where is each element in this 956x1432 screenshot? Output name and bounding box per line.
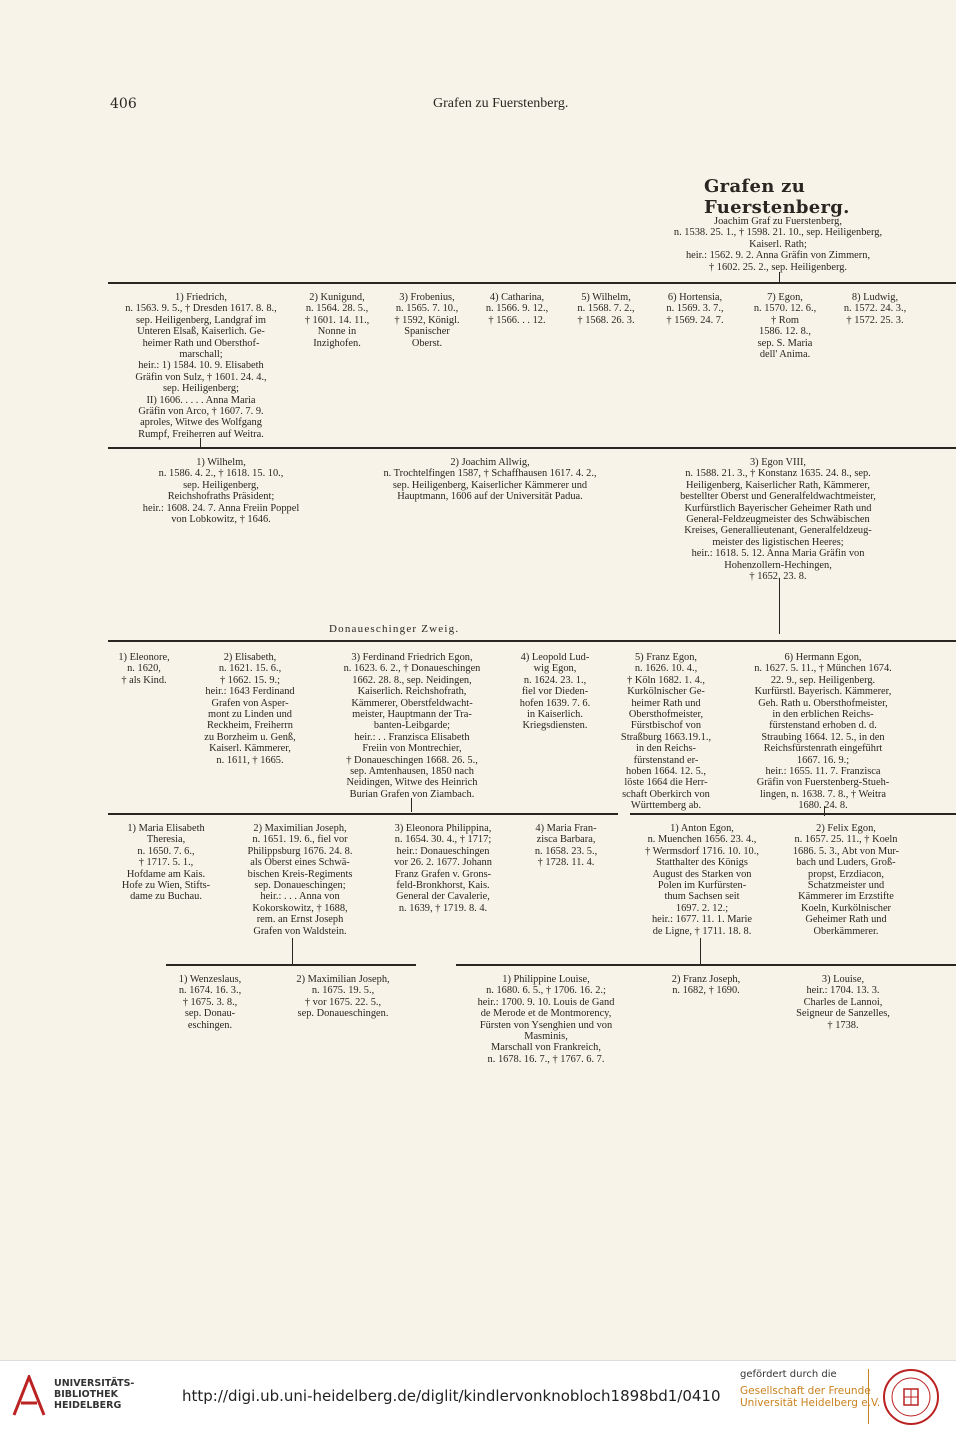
branch-label: Donaueschinger Zweig.: [329, 623, 460, 635]
generation-rule: [630, 813, 956, 815]
generation-rule: [456, 964, 956, 966]
gen2-entry-2: 2) Joachim Allwig, n. Trochtelfingen 1587, † Schaffhausen 1617. 4. 2., sep. Heiligenberg, Kaiserlicher Kämmerer und Hauptmann, 1606 auf der Universität Padua.: [383, 457, 597, 503]
gen5-entry-2: 2) Maximilian Joseph, n. 1675. 19. 5., † vor 1675. 22. 5., sep. Donaueschingen.: [296, 974, 390, 1020]
gen4-entry-5: 1) Anton Egon, n. Muenchen 1656. 23. 4., † Wermsdorf 1716. 10. 10., Statthalter des Königs August des Starken von Polen im Kurfürsten- thum Sachsen seit 1697. 2. 12.; heir.: 1677. 11. 1. Marie de Ligne, † 1711. 18. 8.: [645, 823, 759, 937]
page-number: 406: [110, 96, 137, 112]
library-name: [54, 1378, 134, 1411]
connector: [292, 938, 293, 964]
gen4-entry-3: 3) Eleonora Philippina, n. 1654. 30. 4., † 1717; heir.: Donaueschingen vor 26. 2. 1677. Johann Franz Grafen v. Grons- feld-Bronkhorst, Kais. General der Cavalerie, n. 1639, † 1719. 8. 4.: [394, 823, 492, 914]
university-seal-icon: [880, 1367, 942, 1427]
gen2-entry-3: 3) Egon VIII, n. 1588. 21. 3., † Konstanz 1635. 24. 8., sep. Heiligenberg, Kaiserlicher Rath, Kämmerer, bestellter Oberst und Generalfeldwachtmeister, Kurfürstlich Bayerischer Geheimer Rath und General-Feldzeugmeister des Schwäbischen Kreises, Generallieutenant, Generalfeldzeug- meister des ligistischen Heeres; heir.: 1618. 5. 12. Anna Maria Gräfin von Hohenzollern-Hechingen, † 1652. 23. 8.: [680, 457, 876, 583]
gen1-entry-2: 2) Kunigund, n. 1564. 28. 5., † 1601. 14. 11., Nonne in Inzighofen.: [304, 292, 370, 349]
gen1-entry-1: 1) Friedrich, n. 1563. 9. 5., † Dresden 1617. 8. 8., sep. Heiligenberg, Landgraf im Unteren Elsaß, Kaiserlich. Ge- heimer Rath und Obersthof- marschall; heir.: 1) 1584. 10. 9. Elisabeth Gräfin von Sulz, † 1601. 24. 4., sep. Heiligenberg; II) 1606. . . . . Anna Maria Gräfin von Arco, † 1607. 7. 9. aproles, Witwe des Wolfgang Rumpf, Freiherren auf Weitra.: [125, 292, 277, 440]
gen4-entry-1: 1) Maria Elisabeth Theresia, n. 1650. 7. 6., † 1717. 5. 1., Hofdame am Kais. Hofe zu Wien, Stifts- dame zu Buchau.: [121, 823, 211, 903]
gen3-entry-5: 5) Franz Egon, n. 1626. 10. 4., † Köln 1682. 1. 4., Kurkölnischer Ge- heimer Rath und Obersthofmeister, Fürstbischof von Straßburg 1663.19.1., in den Reichs- fürstenstand er- hoben 1664. 12. 5., löste 1664 die Herr- schaft Oberkirch von Württemberg ab.: [620, 652, 712, 812]
connector: [411, 798, 412, 812]
library-name-line: HEIDELBERG: [54, 1400, 122, 1411]
gen4-entry-4: 4) Maria Fran- zisca Barbara, n. 1658. 23. 5., † 1728. 11. 4.: [534, 823, 598, 869]
gen1-entry-6: 6) Hortensia, n. 1569. 3. 7., † 1569. 24. 7.: [666, 292, 724, 326]
gen3-entry-1: 1) Eleonore, n. 1620, † als Kind.: [118, 652, 170, 686]
gen3-entry-6: 6) Hermann Egon, n. 1627. 5. 11., † München 1674. 22. 9., sep. Heiligenberg. Kurfürstl. Bayerisch. Kämmerer, Geh. Rath u. Obersthofmeister, in den erblichen Reichs- fürstenstand erhoben d. d. Straubing 1664. 12. 5., in den Reichsfürstenrath eingeführt 1667. 16. 9.; heir.: 1655. 11. 7. Franzisca Gräfin von Fuerstenberg-Stueh- lingen, n. 1638. 7. 8., † Weitra 1680. 24. 8.: [754, 652, 892, 812]
generation-rule: [108, 282, 956, 284]
gen1-entry-8: 8) Ludwig, n. 1572. 24. 3., † 1572. 25. 3.: [843, 292, 907, 326]
gen3-entry-2: 2) Elisabeth, n. 1621. 15. 6., † 1662. 15. 9.; heir.: 1643 Ferdinand Grafen von Asper- mont zu Linden und Reckheim, Freiherrn zu Borzheim u. Genß, Kaiserl. Kämmerer, n. 1611, † 1665.: [204, 652, 296, 766]
generation-rule: [108, 813, 618, 815]
connector: [779, 272, 780, 282]
gen5-entry-5: 3) Louise, heir.: 1704. 13. 3. Charles de Lannoi, Seigneur de Sanzelles, † 1738.: [796, 974, 890, 1031]
sponsor-name: [740, 1385, 880, 1409]
footer-divider: [868, 1369, 869, 1424]
permalink-url[interactable]: http://digi.ub.uni-heidelberg.de/diglit/kindlervonknobloch1898bd1/0410: [182, 1387, 721, 1405]
gen5-entry-1: 1) Wenzeslaus, n. 1674. 16. 3., † 1675. 3. 8., sep. Donau- eschingen.: [178, 974, 242, 1031]
gen1-entry-7: 7) Egon, n. 1570. 12. 6., † Rom 1586. 12. 8., sep. S. Maria dell' Anima.: [753, 292, 817, 361]
gen2-entry-1: 1) Wilhelm, n. 1586. 4. 2., † 1618. 15. 10., sep. Heiligenberg, Reichshofraths Präsident; heir.: 1608. 24. 7. Anna Freiin Poppel von Lobkowitz, † 1646.: [142, 457, 300, 526]
gen4-entry-2: 2) Maximilian Joseph, n. 1651. 19. 6., fiel vor Philippsburg 1676. 24. 8. als Oberst eines Schwä- bischen Kreis-Regiments sep. Donaueschingen; heir.: . . . Anna von Kokorskowitz, † 1688, rem. an Ernst Joseph Grafen von Waldstein.: [247, 823, 353, 937]
sponsor-label: gefördert durch die: [740, 1369, 837, 1380]
gen1-entry-3: 3) Frobenius, n. 1565. 7. 10., † 1592, Königl. Spanischer Oberst.: [394, 292, 460, 349]
generation-rule: [166, 964, 416, 966]
sponsor-name-line: Gesellschaft der Freunde: [740, 1385, 871, 1397]
library-name-line: UNIVERSITÄTS-: [54, 1378, 135, 1389]
connector: [700, 938, 701, 964]
gen5-entry-4: 2) Franz Joseph, n. 1682, † 1690.: [671, 974, 741, 997]
gen3-entry-3: 3) Ferdinand Friedrich Egon, n. 1623. 6. 2., † Donaueschingen 1662. 28. 8., sep. Neidingen, Kaiserlich. Reichshofrath, Kämmerer, Oberstfeldwacht- meister, Hauptmann der Tra- banten-Leibgarde; heir.: . . Franzisca Elisabeth Freiin von Montrechier, † Donaueschingen 1668. 26. 5., sep. Amtenhausen, 1850 nach Neidingen, Witwe des Heinrich Burian Grafen von Ziambach.: [343, 652, 481, 800]
generation-rule: [108, 447, 956, 449]
generation-rule: [108, 640, 956, 642]
viewer-footer: [0, 1360, 956, 1432]
library-name-line: BIBLIOTHEK: [54, 1389, 118, 1400]
progenitor-entry: Joachim Graf zu Fuerstenberg, n. 1538. 25. 1., † 1598. 21. 10., sep. Heiligenberg, Kaiserl. Rath; heir.: 1562. 9. 2. Anna Gräfin von Zimmern, † 1602. 25. 2., sep. Heiligenberg.: [673, 216, 883, 273]
gen1-entry-5: 5) Wilhelm, n. 1568. 7. 2., † 1568. 26. 3.: [577, 292, 635, 326]
connector: [779, 578, 780, 634]
library-logo-icon: [12, 1375, 46, 1417]
gen1-entry-4: 4) Catharina, n. 1566. 9. 12., † 1566. . . 12.: [485, 292, 549, 326]
sponsor-name-line: Universität Heidelberg e.V.: [740, 1397, 881, 1409]
gen4-entry-6: 2) Felix Egon, n. 1657. 25. 11., † Koeln 1686. 5. 3., Abt von Mur- bach und Luders, Groß- propst, Erzdiacon, Schatzmeister und Kämmerer im Erzstifte Koeln, Kurkölnischer Geheimer Rath und Oberkämmerer.: [792, 823, 900, 937]
gen3-entry-4: 4) Leopold Lud- wig Egon, n. 1624. 23. 1., fiel vor Dieden- hofen 1639. 7. 6. in Kaiserlich. Kriegsdiensten.: [519, 652, 591, 732]
gen5-entry-3: 1) Philippine Louise, n. 1680. 6. 5., † 1706. 16. 2.; heir.: 1700. 9. 10. Louis de Gand de Merode et de Montmorency, Fürsten von Ysenghien und von Masminis, Marschall von Frankreich, n. 1678. 16. 7., † 1767. 6. 7.: [477, 974, 615, 1065]
running-title: Grafen zu Fuerstenberg.: [433, 96, 569, 111]
section-title: Grafen zu Fuerstenberg.: [704, 176, 850, 218]
